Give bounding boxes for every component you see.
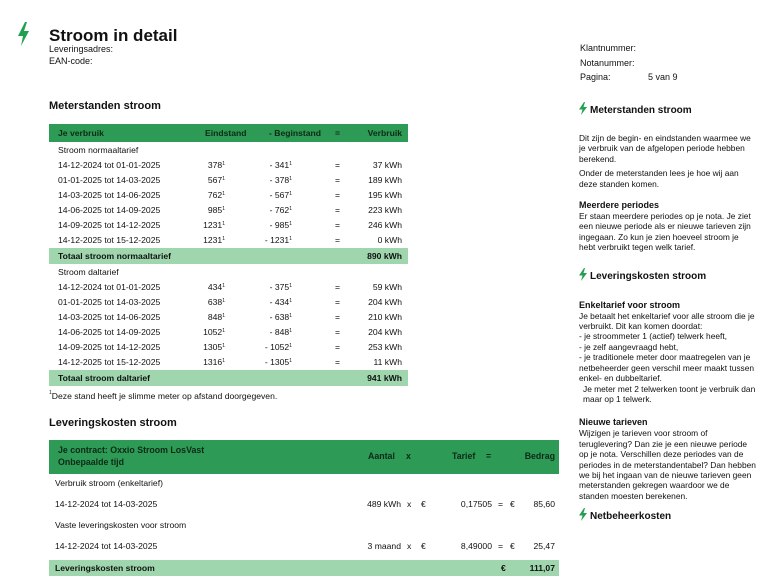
lightning-icon xyxy=(579,508,587,521)
col-tarief: Tarief xyxy=(452,451,476,461)
meter-cell-end: 1052 xyxy=(203,327,223,337)
meter-row xyxy=(49,355,408,370)
meter-cell-begin: - 985 xyxy=(269,220,290,230)
footnote-mark: 1 xyxy=(222,298,225,304)
meter-cell-wrap xyxy=(270,280,292,295)
sidebar-enkel-text: Je betaalt het enkeltarief voor alle stroom die je verbruikt. Dit kan komen doordat: xyxy=(579,310,755,332)
sidebar-nieuw-text: Wijzigen je tarieven voor stroom of teruglevering? Dan zie je een nieuwe periode op je nota. Verschillen deze periodes van de periodes in de meterstandentabel? Dan hebben we bij het ingaan van de nieuwe tarieven geen meterstanden gekregen waardoor we de standen moesten berekenen. xyxy=(579,428,756,501)
meter-cell-end: 985 xyxy=(207,205,223,215)
lightning-icon xyxy=(579,102,587,115)
sidebar-enkel-bullet: - je stroommeter 1 (actief) telwerk heeft, xyxy=(579,331,728,342)
sidebar-meter-text-2: Onder de meterstanden lees je hoe wij aan deze standen komen. xyxy=(579,168,739,189)
meter-cell-begin: - 848 xyxy=(269,327,290,337)
meter-cell-wrap xyxy=(203,218,225,233)
footnote-mark: 1 xyxy=(289,161,292,167)
meter-cell-eq: = xyxy=(335,160,341,170)
meter-cell-begin: - 341 xyxy=(269,160,290,170)
meter-cell-end: 1316 xyxy=(203,357,223,367)
meter-cell-usage: 195 kWh xyxy=(368,190,402,200)
meter-cell-wrap xyxy=(208,280,225,295)
footnote-mark: 1 xyxy=(289,283,292,289)
footnote-mark: 1 xyxy=(222,206,225,212)
col-bedrag: Bedrag xyxy=(524,451,555,461)
meter-row xyxy=(49,325,408,340)
sidebar-enkel-bullet: - je traditionele meter door maatregelen van je netbeheerder geen verschil meer maakt tussen enkel- en dubbeltarief. xyxy=(579,352,755,384)
meter-cell-wrap xyxy=(208,310,225,325)
meter-cell-period: 14-12-2024 tot 01-01-2025 xyxy=(58,160,161,170)
meter-row xyxy=(49,310,408,325)
costs-row: 14-12-2024 tot 14-03-2025 3 maand x € 8,49000 = € 25,47 xyxy=(55,541,555,551)
meter-cell-usage: 37 kWh xyxy=(372,160,402,170)
page-number: 5 van 9 xyxy=(648,72,678,82)
footnote-mark: 1 xyxy=(222,328,225,334)
lightning-icon xyxy=(579,268,587,281)
meter-section-title: Meterstanden stroom xyxy=(49,100,161,112)
col-aantal: Aantal xyxy=(368,451,395,461)
footnote-mark: 1 xyxy=(222,343,225,349)
sidebar-net-title: Netbeheerkosten xyxy=(579,508,757,522)
col-verbruik: Je verbruik xyxy=(58,128,104,138)
meter-cell-wrap xyxy=(270,188,292,203)
meter-cell-usage: 210 kWh xyxy=(368,312,402,322)
page-title: Stroom in detail xyxy=(49,26,178,45)
meter-cell-period: 14-03-2025 tot 14-06-2025 xyxy=(58,312,161,322)
footnote-mark: 1 xyxy=(222,358,225,364)
total-dal-label: Totaal stroom daltarief xyxy=(58,373,151,383)
footnote-mark: 1 xyxy=(222,283,225,289)
meter-cell-begin: - 762 xyxy=(269,205,290,215)
meter-row xyxy=(49,340,408,355)
meter-cell-period: 14-12-2025 tot 15-12-2025 xyxy=(58,235,161,245)
total-normal-value: 890 kWh xyxy=(367,251,402,261)
footnote-mark: 1 xyxy=(289,328,292,334)
meter-cell-end: 378 xyxy=(207,160,223,170)
meter-cell-wrap xyxy=(270,173,292,188)
meter-cell-eq: = xyxy=(335,235,341,245)
meter-cell-period: 14-09-2025 tot 14-12-2025 xyxy=(58,342,161,352)
meter-cell-eq: = xyxy=(335,282,341,292)
meter-cell-wrap xyxy=(203,325,225,340)
meter-cell-wrap xyxy=(208,158,225,173)
meter-cell-period: 14-06-2025 tot 14-09-2025 xyxy=(58,205,161,215)
meter-cell-usage: 204 kWh xyxy=(368,297,402,307)
sidebar-meter-text: Dit zijn de begin- en eindstanden waarmee we je verbruik van de afgelopen periode hebben berekend. xyxy=(579,133,751,164)
sidebar-nieuw-title: Nieuwe tarieven xyxy=(579,417,648,428)
costs-group-label: Verbruik stroom (enkeltarief) xyxy=(55,478,163,488)
meter-cell-usage: 223 kWh xyxy=(368,205,402,215)
ean-label: EAN-code: xyxy=(49,56,93,66)
meter-cell-usage: 204 kWh xyxy=(368,327,402,337)
meter-cell-period: 01-01-2025 tot 14-03-2025 xyxy=(58,175,161,185)
sidebar-periods-title: Meerdere periodes xyxy=(579,200,660,211)
meter-cell-end: 1305 xyxy=(203,342,223,352)
meter-cell-wrap xyxy=(265,340,292,355)
meter-cell-usage: 189 kWh xyxy=(368,175,402,185)
footnote-mark: 1 xyxy=(289,236,292,242)
costs-total-row: Leveringskosten stroom € 111,07 xyxy=(49,560,559,576)
meter-cell-end: 848 xyxy=(207,312,223,322)
meter-cell-wrap xyxy=(203,233,225,248)
footnote-mark: 1 xyxy=(222,236,225,242)
meter-cell-wrap xyxy=(203,355,225,370)
sidebar-periods-text: Er staan meerdere periodes op je nota. Je ziet een nieuwe periode als er nieuwe tarieven zijn ingegaan. Zo kun je zien hoeveel stroom je hebt verbruikt tegen welk tarief. xyxy=(579,211,751,253)
meter-cell-end: 1231 xyxy=(203,235,223,245)
sidebar xyxy=(579,102,757,522)
total-dal-row xyxy=(49,370,408,386)
meter-cell-begin: - 1231 xyxy=(264,235,290,245)
meter-cell-usage: 11 kWh xyxy=(373,357,402,367)
footnote-mark: 1 xyxy=(289,358,292,364)
footnote-mark: 1 xyxy=(222,191,225,197)
meter-cell-wrap xyxy=(208,295,225,310)
col-equals: = xyxy=(335,128,341,138)
footnote-mark: 1 xyxy=(289,206,292,212)
meter-cell-eq: = xyxy=(335,327,341,337)
footnote-mark: 1 xyxy=(289,298,292,304)
meter-cell-eq: = xyxy=(335,297,341,307)
meter-cell-begin: - 378 xyxy=(269,175,290,185)
meter-cell-wrap xyxy=(208,173,225,188)
address-label: Leveringsadres: xyxy=(49,44,114,54)
meter-cell-eq: = xyxy=(335,190,341,200)
meter-cell-eq: = xyxy=(335,205,341,215)
meter-cell-end: 1231 xyxy=(203,220,223,230)
footnote-mark: 1 xyxy=(222,221,225,227)
page-label: Pagina: xyxy=(580,72,611,82)
meter-cell-end: 638 xyxy=(207,297,223,307)
meter-cell-eq: = xyxy=(335,220,341,230)
meter-cell-wrap xyxy=(208,203,225,218)
footnote-mark: 1 xyxy=(289,221,292,227)
meter-cell-usage: 246 kWh xyxy=(368,220,402,230)
meter-cell-eq: = xyxy=(335,357,341,367)
group-label: Stroom normaaltarief xyxy=(58,145,139,155)
meter-row xyxy=(49,188,408,203)
meter-row xyxy=(49,218,408,233)
meter-cell-period: 14-09-2025 tot 14-12-2025 xyxy=(58,220,161,230)
col-eindstand: Eindstand xyxy=(205,128,247,138)
contract-duration: Onbepaalde tijd xyxy=(58,457,124,467)
meter-cell-wrap xyxy=(203,340,225,355)
sidebar-enkel-title: Enkeltarief voor stroom xyxy=(579,299,681,310)
meter-row xyxy=(49,203,408,218)
costs-section-title: Leveringskosten stroom xyxy=(49,417,177,429)
lightning-logo-icon xyxy=(17,22,30,46)
nota-number-label: Notanummer: xyxy=(580,58,635,68)
meter-cell-begin: - 1305 xyxy=(264,357,290,367)
sidebar-enkel-note: Je meter met 2 telwerken toont je verbruik dan maar op 1 telwerk. xyxy=(583,383,756,404)
meter-table-header xyxy=(49,124,408,142)
meter-cell-wrap xyxy=(265,355,292,370)
meter-cell-end: 567 xyxy=(207,175,223,185)
meter-cell-period: 14-12-2025 tot 15-12-2025 xyxy=(58,357,161,367)
meter-cell-usage: 253 kWh xyxy=(368,342,402,352)
meter-row xyxy=(49,295,408,310)
sidebar-lev-title: Leveringskosten stroom xyxy=(579,268,757,282)
footnote-mark: 1 xyxy=(222,161,225,167)
costs-total-value: 111,07 xyxy=(529,563,555,573)
costs-row: 14-12-2024 tot 14-03-2025 489 kWh x € 0,17505 = € 85,60 xyxy=(55,499,555,509)
meter-cell-wrap xyxy=(208,188,225,203)
footnote-mark: 1 xyxy=(222,313,225,319)
meter-cell-period: 01-01-2025 tot 14-03-2025 xyxy=(58,297,161,307)
meter-cell-wrap xyxy=(270,218,292,233)
meter-cell-wrap xyxy=(270,203,292,218)
meter-cell-period: 14-12-2024 tot 01-01-2025 xyxy=(58,282,161,292)
meter-cell-period: 14-03-2025 tot 14-06-2025 xyxy=(58,190,161,200)
meter-cell-end: 762 xyxy=(207,190,223,200)
meter-cell-eq: = xyxy=(335,312,341,322)
total-normal-row xyxy=(49,248,408,264)
col-x: x xyxy=(406,451,411,461)
meter-cell-begin: - 434 xyxy=(269,297,290,307)
meter-cell-wrap xyxy=(270,295,292,310)
meter-row xyxy=(49,280,408,295)
footnote-mark: 1 xyxy=(289,343,292,349)
costs-group-label: Vaste leveringskosten voor stroom xyxy=(55,520,187,530)
sidebar-enkel-bullet: - je zelf aangevraagd hebt, xyxy=(579,341,679,352)
footnote: $^1$Deze stand heeft je slimme meter op afstand doorgegeven. xyxy=(49,390,278,401)
footnote-mark: 1 xyxy=(289,191,292,197)
client-number-label: Klantnummer: xyxy=(580,43,637,53)
col-equals: = xyxy=(486,451,492,461)
col-beginstand: - Beginstand xyxy=(269,128,322,138)
meter-cell-end: 434 xyxy=(207,282,223,292)
meter-row xyxy=(49,233,408,248)
meter-cell-wrap xyxy=(270,325,292,340)
meter-cell-usage: 0 kWh xyxy=(377,235,402,245)
meter-cell-eq: = xyxy=(335,175,341,185)
footnote-mark: 1 xyxy=(222,176,225,182)
costs-total-label: Leveringskosten stroom xyxy=(55,563,155,573)
meter-row xyxy=(49,158,408,173)
meter-cell-wrap xyxy=(270,310,292,325)
total-normal-label: Totaal stroom normaaltarief xyxy=(58,251,172,261)
sidebar-meter-title: Meterstanden stroom xyxy=(579,102,757,116)
meter-cell-begin: - 567 xyxy=(269,190,290,200)
meter-cell-usage: 59 kWh xyxy=(372,282,402,292)
total-dal-value: 941 kWh xyxy=(367,373,402,383)
contract-name: Je contract: Oxxio Stroom LosVast xyxy=(58,445,205,455)
footnote-mark: 1 xyxy=(289,313,292,319)
group-label: Stroom daltarief xyxy=(58,267,119,277)
meter-cell-eq: = xyxy=(335,342,341,352)
footnote-mark: 1 xyxy=(289,176,292,182)
meter-cell-period: 14-06-2025 tot 14-09-2025 xyxy=(58,327,161,337)
meter-cell-wrap xyxy=(265,233,292,248)
meter-cell-wrap xyxy=(270,158,292,173)
meter-cell-begin: - 638 xyxy=(269,312,290,322)
meter-cell-begin: - 375 xyxy=(269,282,290,292)
costs-table-header xyxy=(49,440,559,474)
meter-row xyxy=(49,173,408,188)
meter-cell-begin: - 1052 xyxy=(264,342,290,352)
col-verbruik-value: Verbruik xyxy=(367,128,402,138)
